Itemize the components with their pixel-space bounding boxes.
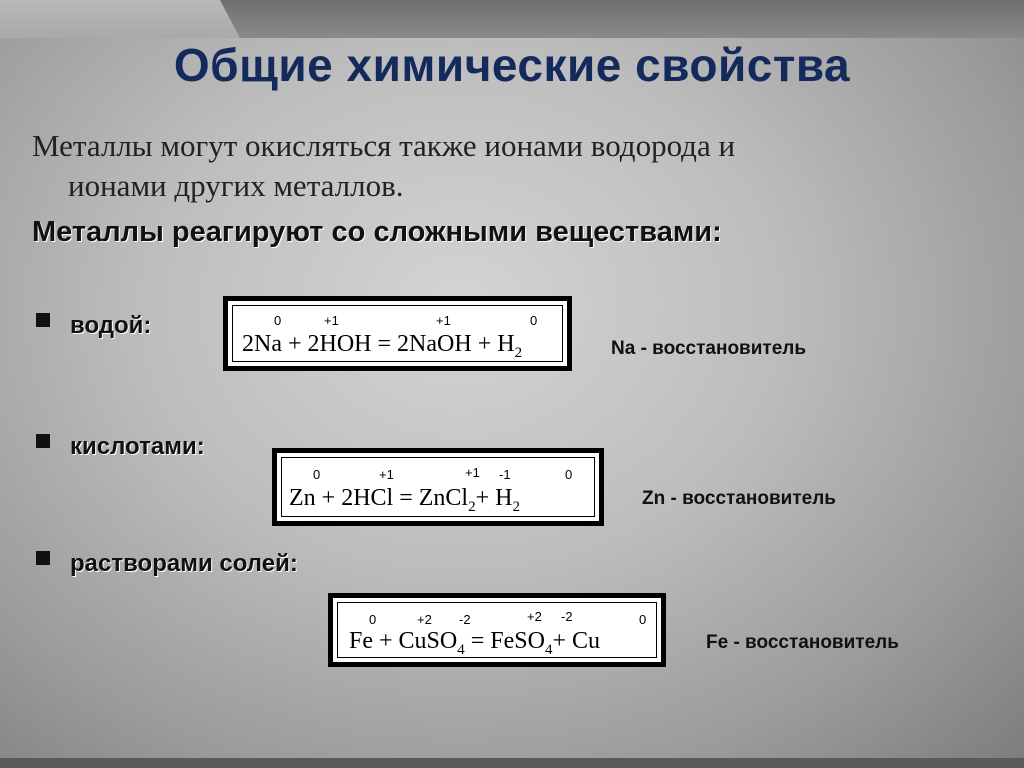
equation-acids: Zn + 2HCl = ZnCl$_2$+ $H_2$ xyxy=(289,485,520,515)
bullet-square-icon xyxy=(36,551,50,565)
top-band-tab xyxy=(0,0,240,38)
top-band xyxy=(0,0,1024,38)
ox-state: -2 xyxy=(561,609,573,624)
equation-box-water xyxy=(223,296,572,371)
equation-box-salts xyxy=(328,593,666,667)
ox-state: -1 xyxy=(499,467,511,482)
ox-state: 0 xyxy=(369,612,377,627)
ox-state: +1 xyxy=(379,467,394,482)
bullet-water xyxy=(36,312,151,340)
reducer-label-acids: Zn - восстановитель xyxy=(642,488,836,509)
ox-state: +1 xyxy=(465,465,480,480)
intro-line-1: Металлы могут окисляться также ионами водорода и xyxy=(32,128,736,163)
reducer-label-water: Na - восстановитель xyxy=(611,338,807,359)
section-heading: Металлы реагируют со сложными веществами: xyxy=(32,216,722,248)
slide-title: Общие химические свойства xyxy=(173,39,851,91)
ox-state: +2 xyxy=(417,612,432,627)
ox-state: +1 xyxy=(324,313,339,328)
bullet-label: водой: xyxy=(70,312,152,339)
ox-state: 0 xyxy=(530,313,538,328)
bullet-square-icon xyxy=(36,313,50,327)
ox-state: 0 xyxy=(565,467,573,482)
bullet-label: растворами солей: xyxy=(70,550,298,577)
bullet-label: кислотами: xyxy=(70,433,205,460)
bullet-square-icon xyxy=(36,434,50,448)
bullet-salts xyxy=(36,550,298,578)
equation-salts: Fe + CuSO$_4$ = FeSO$_4$+ Cu xyxy=(349,628,600,658)
bullet-acids xyxy=(36,433,205,461)
reducer-label-salts: Fe - восстановитель xyxy=(706,632,899,653)
intro-text xyxy=(32,126,992,206)
bottom-band xyxy=(0,758,1024,768)
equation-water: 2Na + 2HOH = 2NaOH + $H_2$ xyxy=(242,331,523,361)
ox-state: 0 xyxy=(274,313,282,328)
ox-state: +2 xyxy=(527,609,542,624)
ox-state: 0 xyxy=(639,612,647,627)
equation-box-acids xyxy=(272,448,604,526)
ox-state: +1 xyxy=(436,313,451,328)
ox-state: 0 xyxy=(313,467,321,482)
intro-line-2: ионами других металлов. xyxy=(68,168,404,203)
ox-state: -2 xyxy=(459,612,471,627)
